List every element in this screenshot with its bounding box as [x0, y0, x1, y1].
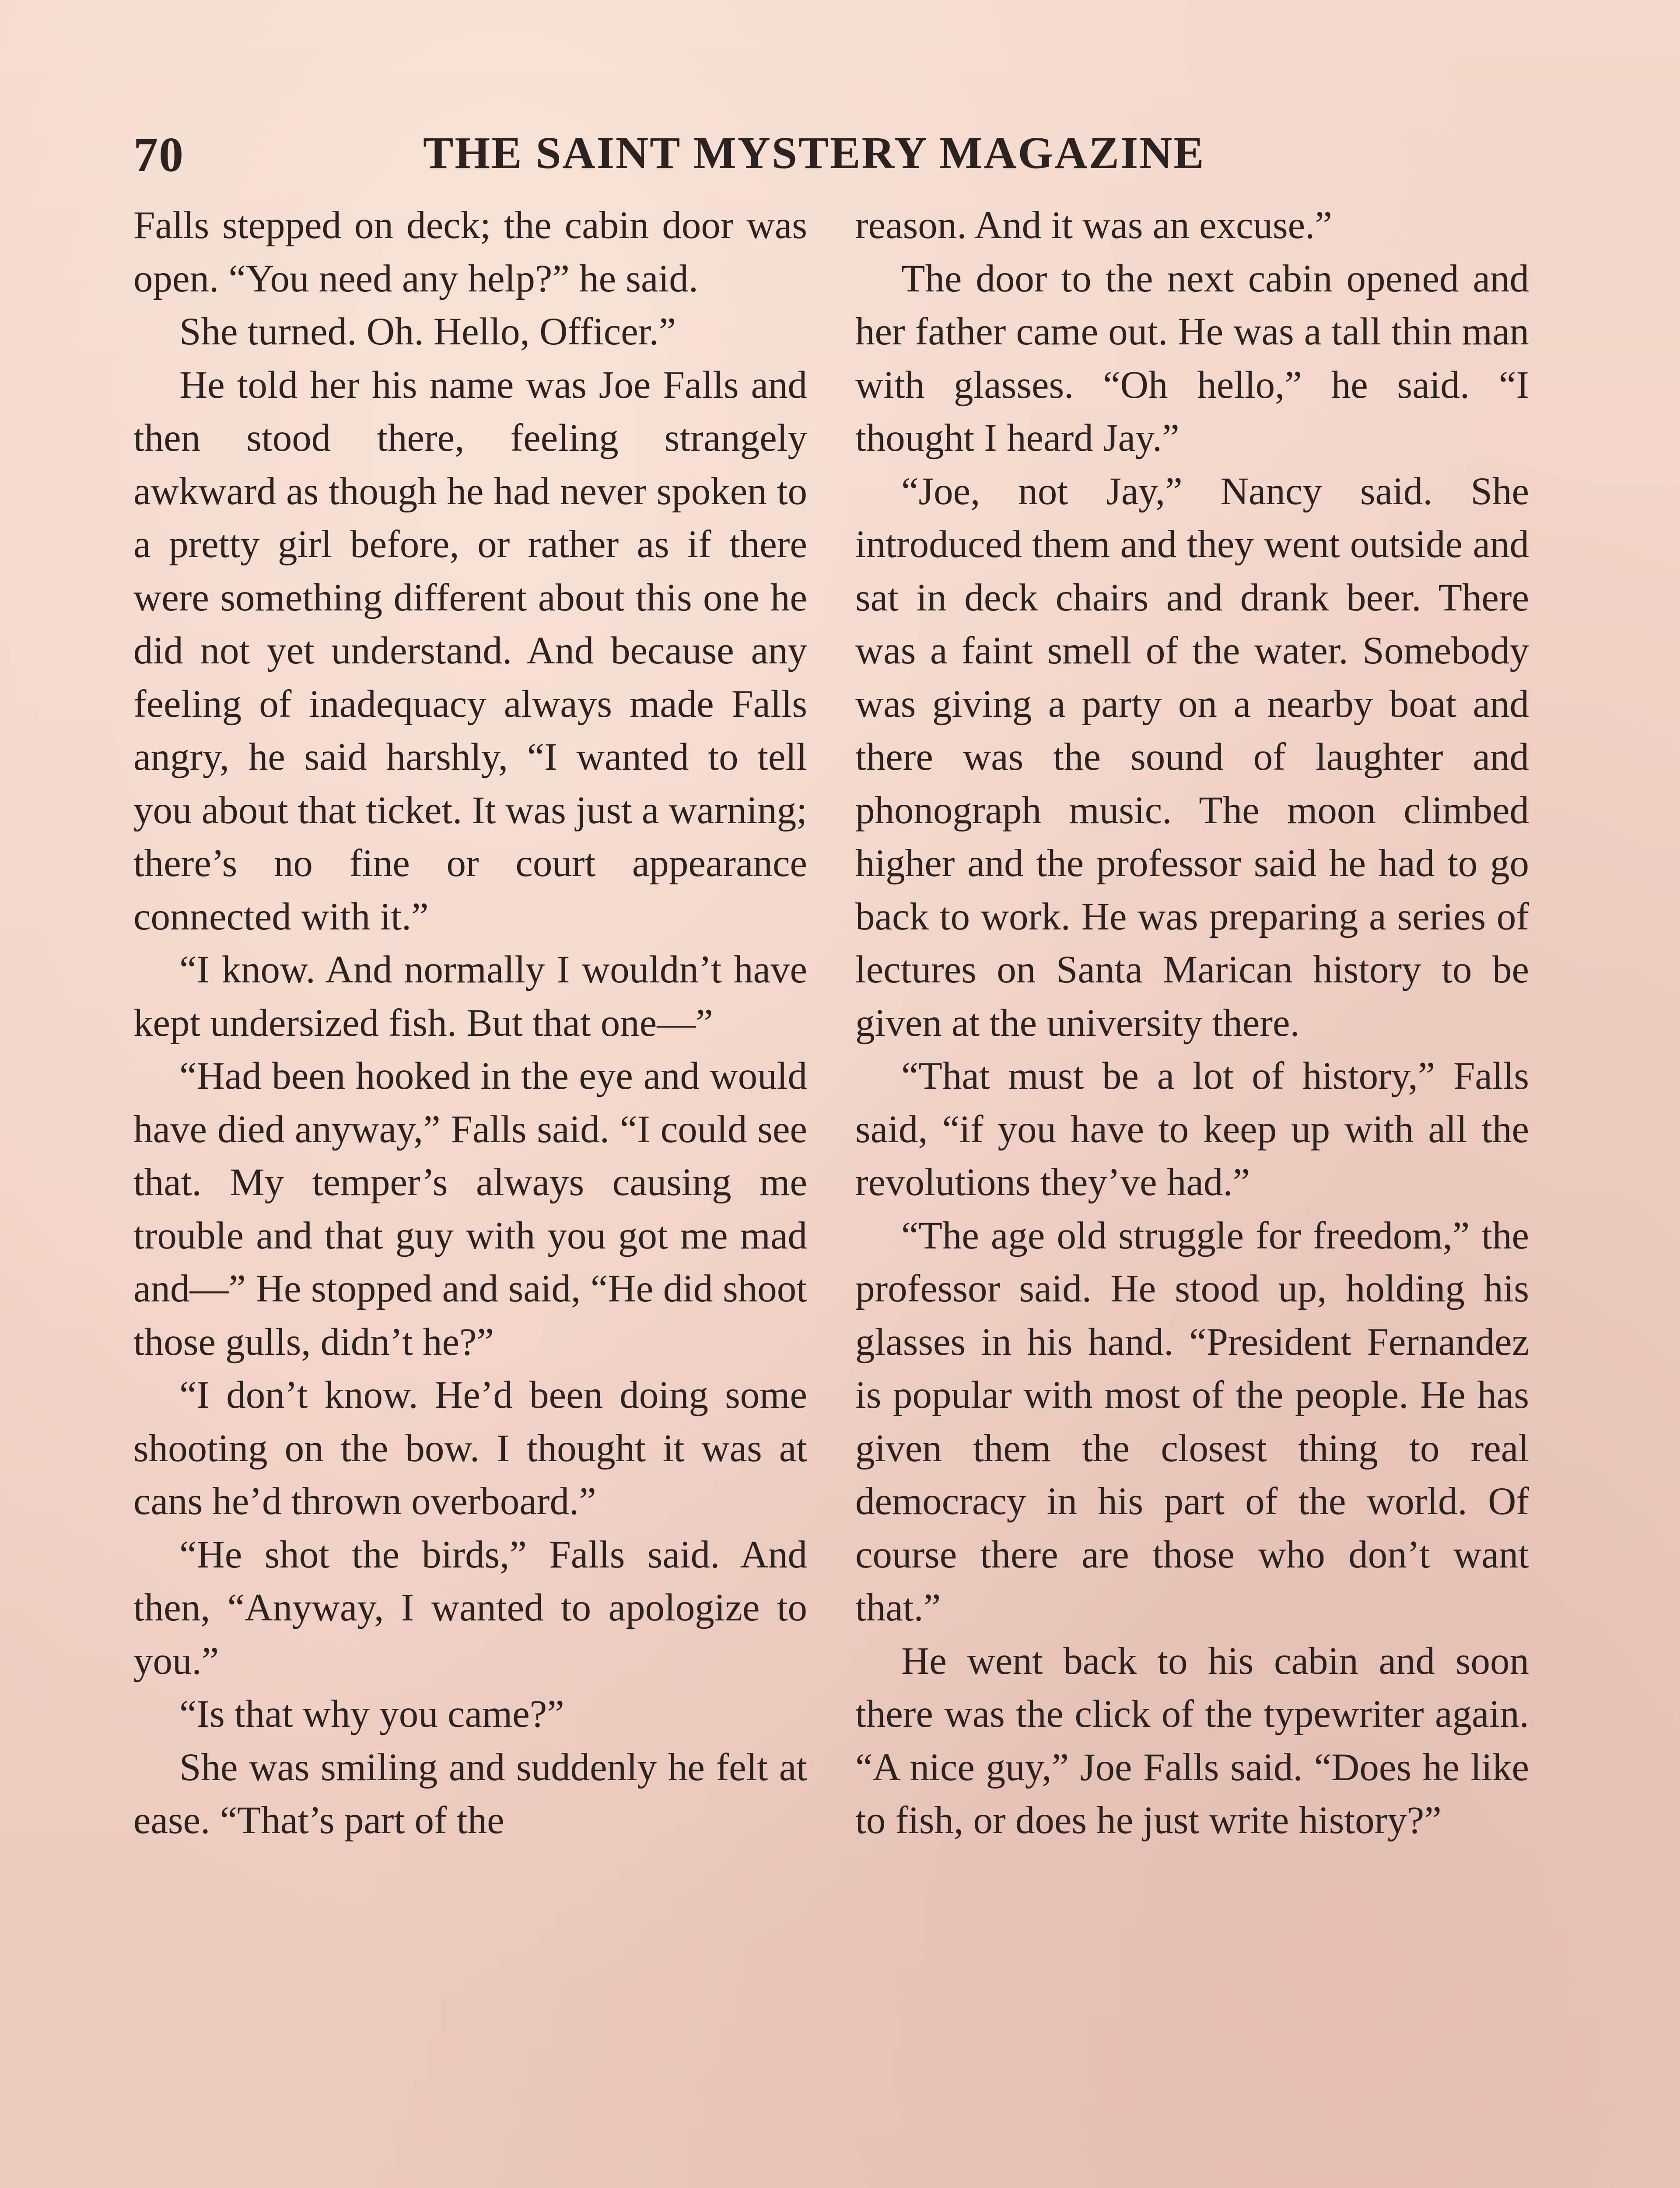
paragraph: He told her his name was Joe Falls and then stood there, feeling strangely awkward as though he had never spoken to a pretty girl before, or rather as if there were something different about this one he did not yet understand. And because any feeling of inadequacy always made Falls angry, he said harshly, “I wanted to tell you about that ticket. It was just a warning; there’s no fine or court appearance connected with it.” [133, 363, 807, 938]
paragraph: “He shot the birds,” Falls said. And then, “Anyway, I wanted to apologize to you.” [133, 1533, 807, 1683]
paragraph: She turned. Oh. Hello, Officer.” [179, 310, 676, 353]
paragraph: “Is that why you came?” [179, 1693, 564, 1736]
running-head: THE SAINT MYSTERY MAGAZINE [423, 128, 1205, 178]
page-number: 70 [133, 128, 184, 182]
paragraph: She was smiling and suddenly he felt at ease. “That’s part of the [133, 1746, 807, 1842]
left-column [133, 199, 807, 2168]
page-header [133, 127, 1227, 193]
paragraph: He went back to his cabin and soon there was the click of the typewriter again. “A nice guy,” Joe Falls said. “Does he like to fish, or does he just write history?” [855, 1639, 1529, 1842]
paragraph: “That must be a lot of history,” Falls said, “if you have to keep up with all the revolutions they’ve had.” [855, 1055, 1529, 1204]
paragraph: “The age old struggle for freedom,” the professor said. He stood up, holding his glasses in his hand. “President Fernandez is popular with most of the people. He has given them the closest thing to real democracy in his part of the world. Of course there are those who don’t want that.” [855, 1214, 1529, 1629]
paragraph-continuation: reason. And it was an excuse.” [855, 204, 1332, 247]
paragraph: “I don’t know. He’d been doing some shooting on the bow. I thought it was at cans he’d thrown overboard.” [133, 1374, 807, 1523]
paragraph: “Joe, not Jay,” Nancy said. She introduced them and they went outside and sat in deck chairs and drank beer. There was a faint smell of the water. Somebody was giving a party on a nearby boat and there was the sound of laughter and phonograph music. The moon climbed higher and the professor said he had to go back to work. He was preparing a series of lectures on Santa Marican history to be given at the university there. [855, 470, 1529, 1045]
paragraph: Falls stepped on deck; the cabin door was open. “You need any help?” he said. [133, 204, 807, 300]
paragraph: The door to the next cabin opened and her father came out. He was a tall thin man with glasses. “Oh hello,” he said. “I thought I heard Jay.” [855, 257, 1529, 459]
paragraph: “Had been hooked in the eye and would have died anyway,” Falls said. “I could see that. My temper’s always causing me trouble and that guy with you got me mad and—” He stopped and said, “He did shoot those gulls, didn’t he?” [133, 1055, 807, 1364]
paragraph: “I know. And normally I wouldn’t have kept undersized fish. But that one—” [133, 948, 807, 1045]
right-column [855, 199, 1529, 2168]
